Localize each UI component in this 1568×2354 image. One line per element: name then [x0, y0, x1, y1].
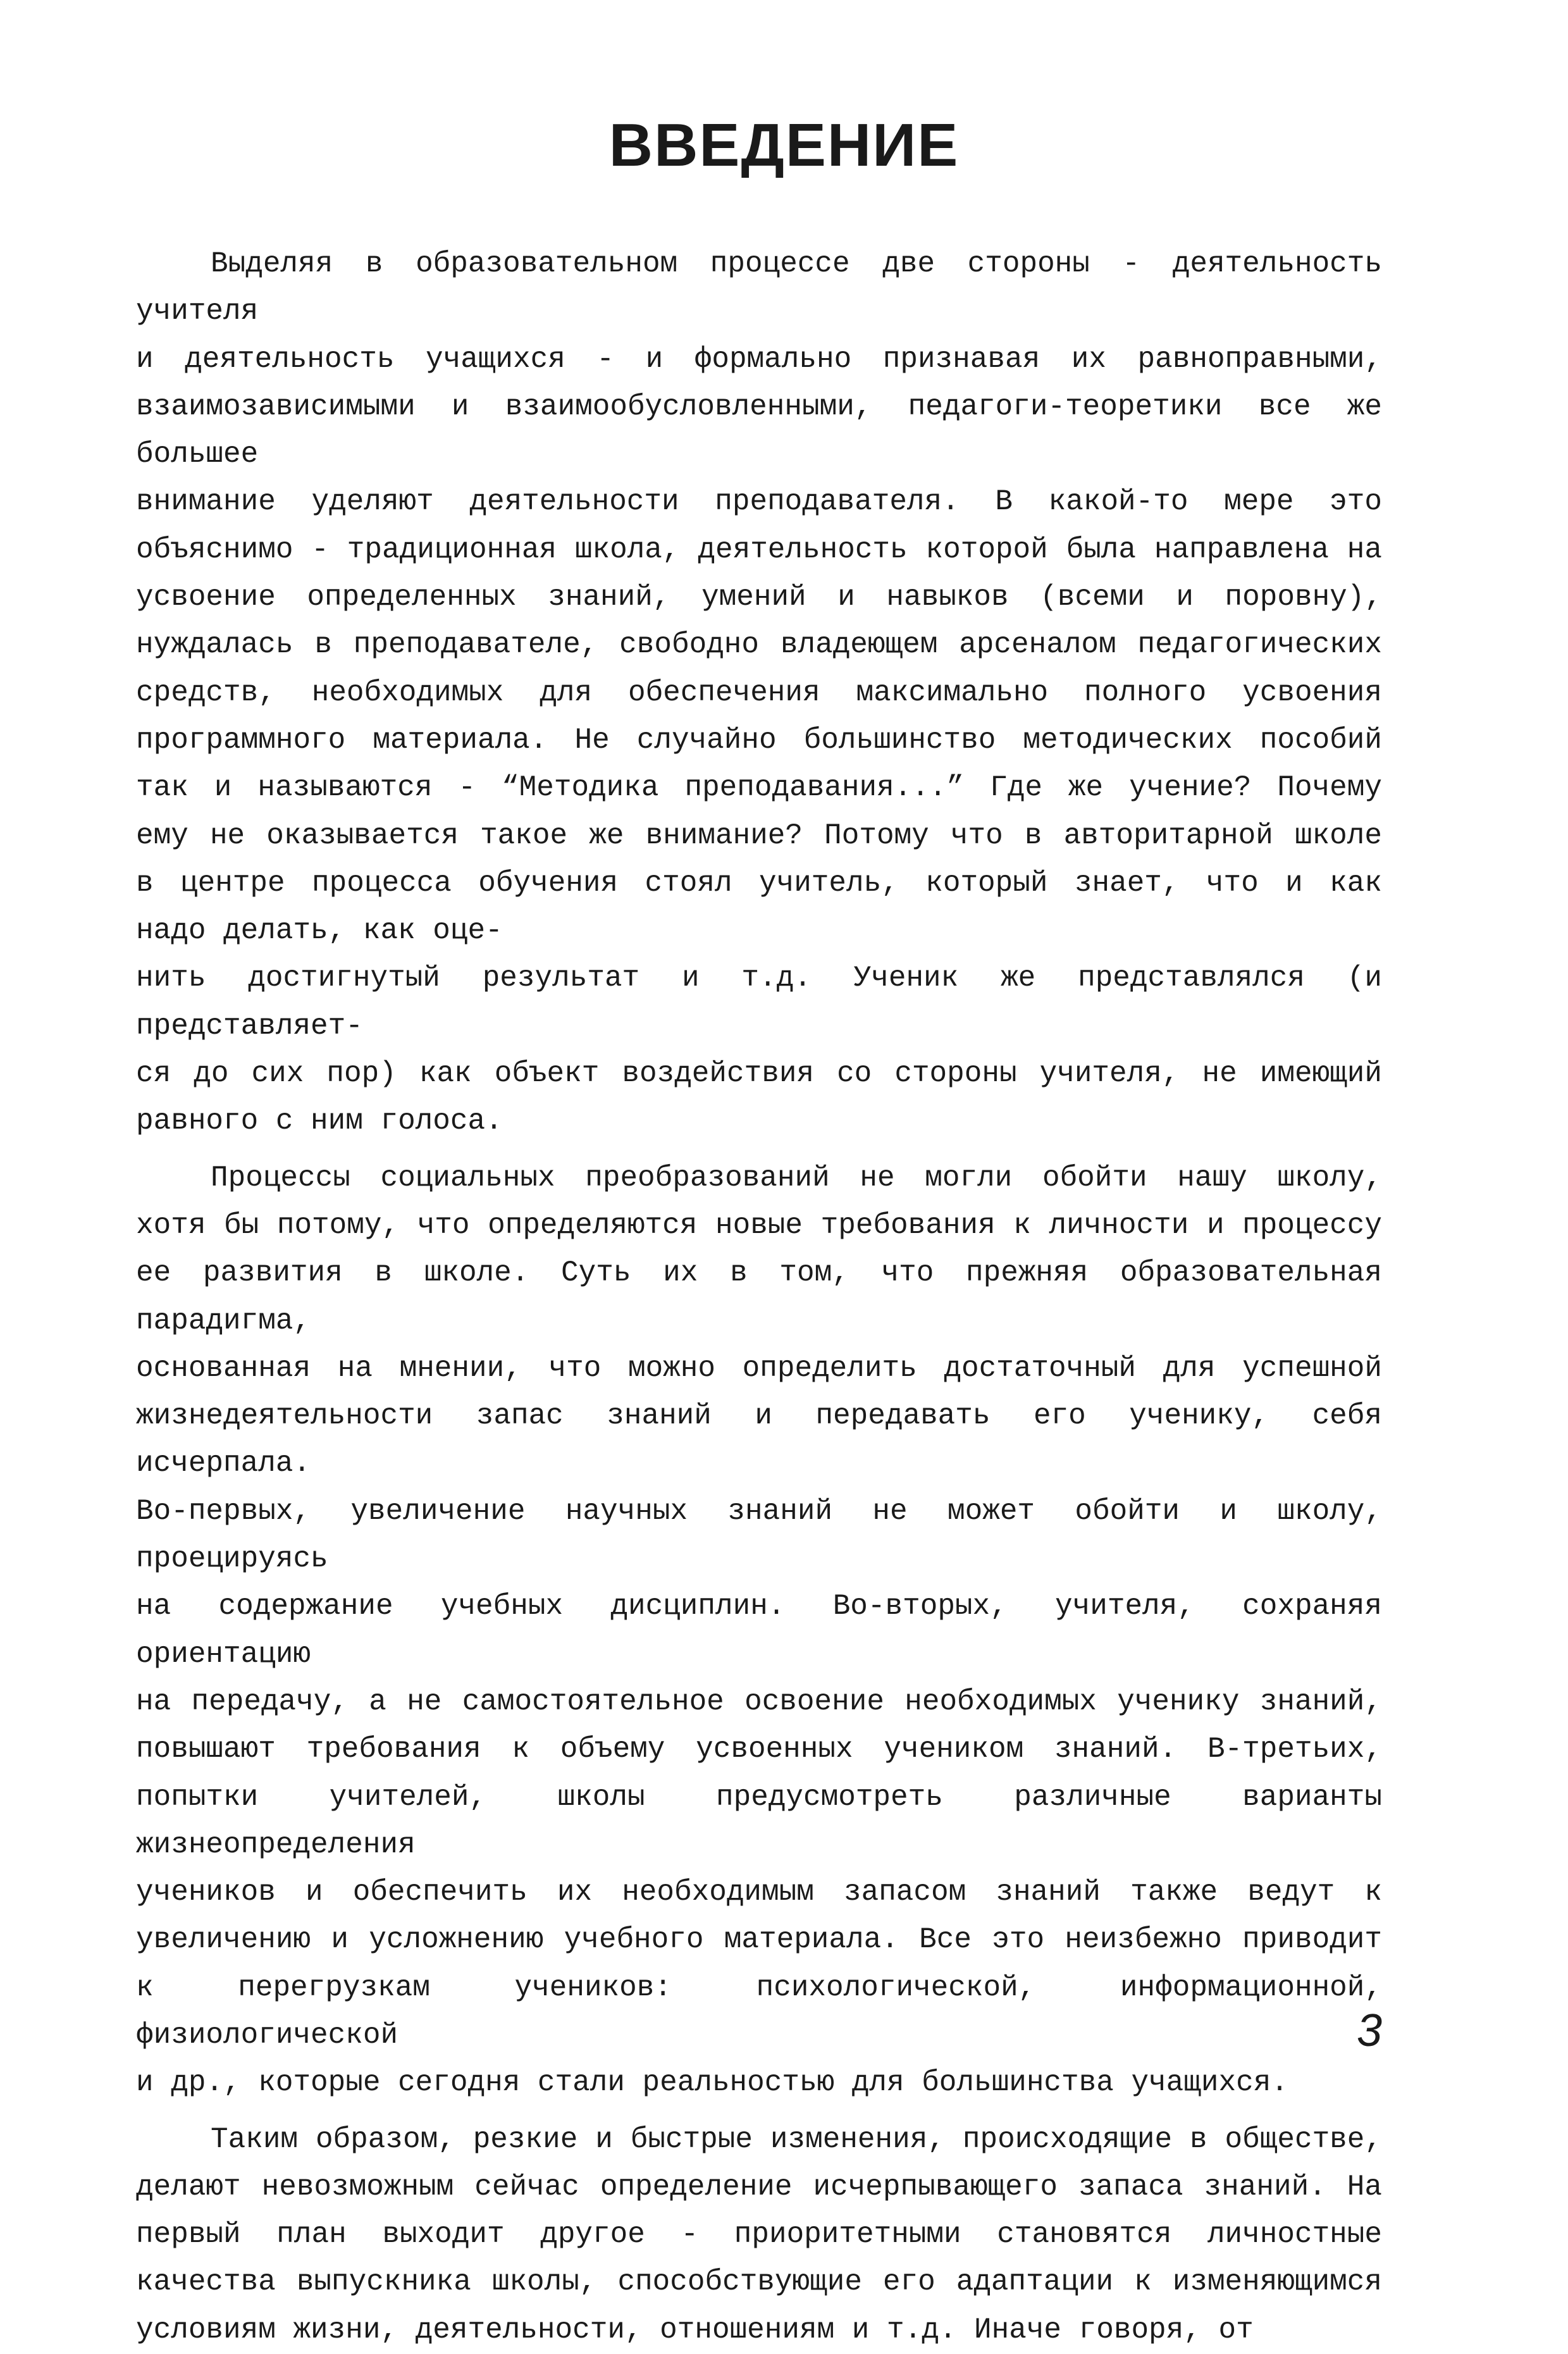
- text-line: и деятельность учащихся - и формально признавая их равноправными,: [136, 342, 1382, 376]
- text-line: усвоение определенных знаний, умений и навыков (всеми и поровну),: [136, 581, 1382, 614]
- text-line: учеников и обеспечить их необходимым запасом знаний также ведут к: [136, 1876, 1382, 1909]
- text-line: хотя бы потому, что определяются новые требования к личности и процессу: [136, 1208, 1382, 1242]
- text-line: равного с ним голоса.: [136, 1105, 503, 1138]
- text-line: качества выпускника школы, способствующие его адаптации к изменяющимся: [136, 2265, 1382, 2299]
- body-text: [136, 240, 1382, 2354]
- text-line: к перегрузкам учеников: психологической, информационной, физиологической: [136, 1971, 1382, 2052]
- text-line: внимание уделяют деятельности преподавателя. В какой-то мере это: [136, 485, 1382, 519]
- text-line: условиям жизни, деятельности, отношениям и т.д. Иначе говоря, от: [136, 2313, 1254, 2346]
- text-line: Выделяя в образовательном процессе две стороны - деятельность учителя: [136, 247, 1382, 328]
- text-line: основанная на мнении, что можно определить достаточный для успешной: [136, 1351, 1382, 1385]
- paragraph-1: [136, 240, 1382, 955]
- text-line: делают невозможным сейчас определение исчерпывающего запаса знаний. На: [136, 2170, 1382, 2203]
- text-line: увеличению и усложнению учебного материала. Все это неизбежно приводит: [136, 1923, 1382, 1957]
- text-line: на содержание учебных дисциплин. Во-вторых, учителя, сохраняя ориентацию: [136, 1590, 1382, 1671]
- paragraph-2: [136, 955, 1382, 1145]
- text-line: Процессы социальных преобразований не могли обойти нашу школу,: [211, 1161, 1382, 1194]
- text-line: нуждалась в преподавателе, свободно владеющем арсеналом педагогических: [136, 628, 1382, 662]
- text-line: объяснимо - традиционная школа, деятельность которой была направлена на: [136, 533, 1382, 566]
- text-line: взаимозависимыми и взаимообусловленными, педагоги-теоретики все же большее: [136, 390, 1382, 471]
- page-number: 3: [1356, 2005, 1382, 2056]
- text-line: в центре процесса обучения стоял учитель, который знает, что и как: [136, 866, 1382, 900]
- text-line: жизнедеятельности запас знаний и передавать его ученику, себя исчерпала.: [136, 1399, 1382, 1480]
- paragraph-3: [136, 1155, 1382, 2107]
- text-line: нить достигнутый результат и т.д. Ученик же представлялся (и представляет-: [136, 962, 1382, 1043]
- paragraph-4: [136, 2116, 1382, 2354]
- text-line: так и называются - “Методика преподавания...” Где же учение? Почему: [136, 771, 1382, 805]
- text-line: попытки учителей, школы предусмотреть различные варианты жизнеопределения: [136, 1780, 1382, 1861]
- text-line: ся до сих пор) как объект воздействия со стороны учителя, не имеющий: [136, 1057, 1382, 1091]
- text-line: и др., которые сегодня стали реальностью для большинства учащихся.: [136, 2066, 1288, 2100]
- text-line: ему не оказывается такое же внимание? Потому что в авторитарной школе: [136, 819, 1382, 852]
- page-title: ВВЕДЕНИЕ: [608, 111, 960, 179]
- text-line: ее развития в школе. Суть их в том, что прежняя образовательная парадигма,: [136, 1256, 1382, 1337]
- text-line: Во-первых, увеличение научных знаний не может обойти и школу, проецируясь: [136, 1494, 1382, 1576]
- text-line: надо делать, как оце-: [136, 914, 503, 948]
- text-line: Таким образом, резкие и быстрые изменения, происходящие в обществе,: [211, 2122, 1382, 2156]
- text-line: на передачу, а не самостоятельное освоение необходимых ученику знаний,: [136, 1685, 1382, 1718]
- text-line: первый план выходит другое - приоритетными становятся личностные: [136, 2218, 1382, 2252]
- text-line: повышают требования к объему усвоенных учеником знаний. В-третьих,: [136, 1733, 1382, 1766]
- text-line: программного материала. Не случайно большинство методических пособий: [136, 723, 1382, 757]
- text-line: средств, необходимых для обеспечения максимально полного усвоения: [136, 676, 1382, 709]
